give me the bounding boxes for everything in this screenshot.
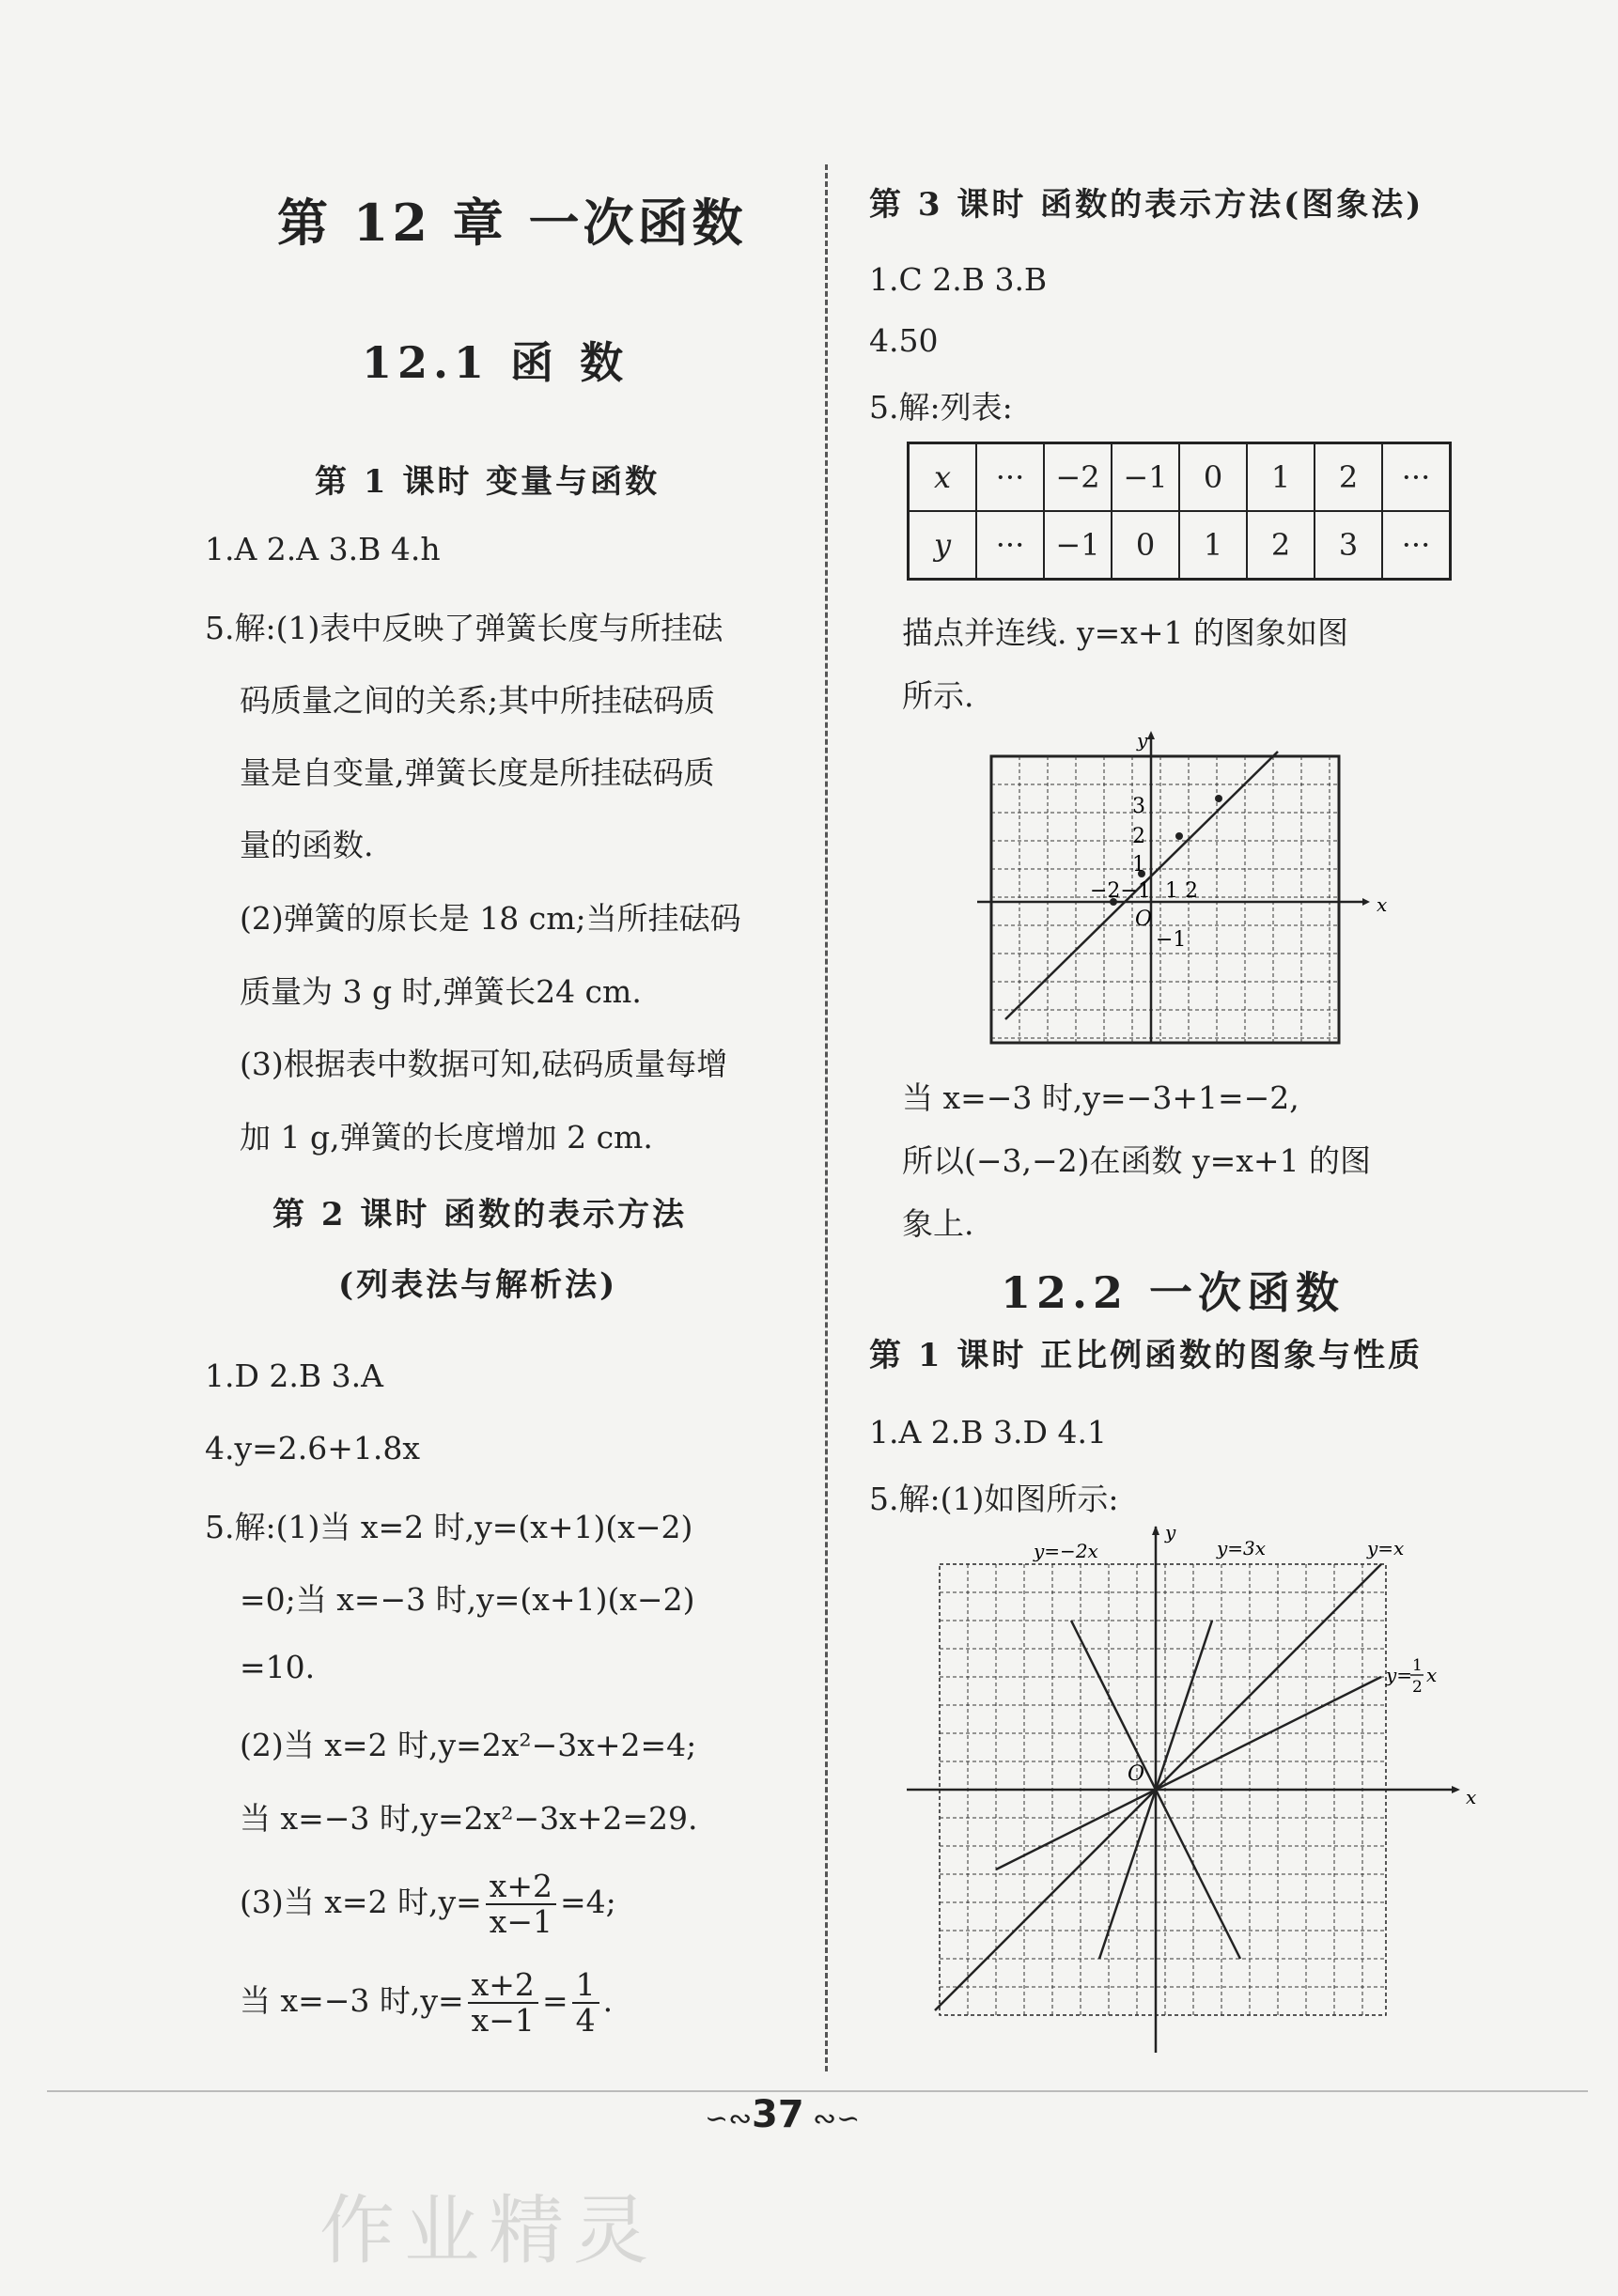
y-arrow-icon bbox=[1152, 1526, 1159, 1535]
y-tick-label: 1 bbox=[1132, 853, 1145, 877]
table-cell: 2 bbox=[1247, 511, 1315, 580]
section-title-12-2: 12.2 一次函数 bbox=[1001, 1267, 1346, 1318]
q5-3b-equals: = bbox=[541, 1982, 568, 2019]
fraction-denominator: x−1 bbox=[489, 1903, 553, 1940]
lesson1-q1: 1.A 2.A 3.B 4.h bbox=[205, 531, 441, 567]
conclusion-line: 当 x=−3 时,y=−3+1=−2, bbox=[902, 1079, 1299, 1116]
line-y-eq-half-x bbox=[996, 1677, 1381, 1869]
table-cell: −1 bbox=[1044, 511, 1112, 580]
x-arrow-icon bbox=[1362, 898, 1370, 906]
s2-lesson1-title: 第 1 课时 正比例函数的图象与性质 bbox=[869, 1337, 1424, 1374]
watermark: 作业精灵 bbox=[319, 2187, 658, 2274]
half-label-denominator: 2 bbox=[1412, 1678, 1423, 1697]
table-cell: −1 bbox=[1112, 443, 1179, 512]
lesson1-title: 第 1 课时 变量与函数 bbox=[315, 463, 661, 501]
conclusion-line: 所以(−3,−2)在函数 y=x+1 的图 bbox=[902, 1142, 1372, 1179]
lesson3-q4: 4.50 bbox=[869, 322, 939, 359]
lesson1-q5-line: 码质量之间的关系;其中所挂砝码质 bbox=[240, 682, 716, 719]
plot-point bbox=[1215, 795, 1222, 802]
column-divider bbox=[825, 164, 828, 2071]
lesson1-q5-line: (2)弹簧的原长是 18 cm;当所挂砝码 bbox=[240, 900, 741, 937]
origin-label: O bbox=[1135, 908, 1153, 931]
half-label-numerator: 1 bbox=[1412, 1656, 1423, 1675]
table-cell: −2 bbox=[1044, 443, 1112, 512]
lesson1-q5-line: 质量为 3 g 时,弹簧长24 cm. bbox=[240, 973, 642, 1010]
fraction-denominator: 4 bbox=[575, 2002, 596, 2039]
fraction bbox=[468, 1968, 538, 2038]
table-cell: ··· bbox=[1382, 443, 1451, 512]
x-axis-label: x bbox=[1377, 893, 1388, 916]
table-cell: 3 bbox=[1315, 511, 1382, 580]
table-cell: 0 bbox=[1112, 511, 1179, 580]
lesson2-q5-line: (2)当 x=2 时,y=2x²−3x+2=4; bbox=[240, 1727, 697, 1763]
fraction-denominator: x−1 bbox=[471, 2002, 535, 2039]
lesson2-title-line2: (列表法与解析法) bbox=[338, 1266, 618, 1304]
graph-y-eq-x-plus-1 bbox=[977, 728, 1388, 1047]
s2-lesson1-q5: 5.解:(1)如图所示: bbox=[869, 1481, 1119, 1517]
lesson3-q1: 1.C 2.B 3.B bbox=[869, 261, 1048, 298]
lesson1-q5-line: 加 1 g,弹簧的长度增加 2 cm. bbox=[240, 1119, 653, 1156]
y-tick-label: −1 bbox=[1156, 928, 1187, 952]
lesson2-title-line1: 第 2 课时 函数的表示方法 bbox=[272, 1196, 688, 1233]
page-number: 37 bbox=[752, 2093, 804, 2136]
table-cell: 0 bbox=[1179, 443, 1247, 512]
lesson2-q4: 4.y=2.6+1.8x bbox=[205, 1430, 421, 1466]
fraction-numerator: x+2 bbox=[486, 1869, 556, 1905]
x-tick-labels-negative: −2−1 bbox=[1090, 879, 1151, 903]
label-y-eq-minus-2x: y=−2x bbox=[1034, 1540, 1098, 1562]
fraction bbox=[572, 1968, 599, 2038]
label-y-eq-x: y=x bbox=[1367, 1537, 1405, 1559]
after-table-line: 所示. bbox=[902, 677, 974, 714]
s2-lesson1-q1: 1.A 2.B 3.D 4.1 bbox=[869, 1414, 1107, 1451]
q5-3a-prefix: (3)当 x=2 时,y= bbox=[240, 1884, 482, 1920]
lesson1-q5-line: 5.解:(1)表中反映了弹簧长度与所挂砝 bbox=[205, 610, 723, 646]
graph-proportional-functions bbox=[902, 1522, 1475, 2062]
lesson2-q5-line: 5.解:(1)当 x=2 时,y=(x+1)(x−2) bbox=[205, 1509, 693, 1545]
lesson2-q1: 1.D 2.B 3.A bbox=[205, 1357, 383, 1394]
x-arrow-icon bbox=[1452, 1786, 1460, 1793]
chapter-title: 第 12 章 一次函数 bbox=[277, 193, 747, 253]
lesson1-q5-line: 量是自变量,弹簧长度是所挂砝码质 bbox=[240, 754, 715, 791]
table-cell: y bbox=[909, 511, 977, 580]
lesson1-q5-line: (3)根据表中数据可知,砝码质量每增 bbox=[240, 1046, 728, 1082]
table-cell: 2 bbox=[1315, 443, 1382, 512]
y-tick-label: 3 bbox=[1132, 795, 1145, 818]
table-cell: ··· bbox=[976, 443, 1044, 512]
lesson2-q5-line: =0;当 x=−3 时,y=(x+1)(x−2) bbox=[240, 1581, 695, 1618]
table-cell: x bbox=[909, 443, 977, 512]
label-y-eq-3x: y=3x bbox=[1217, 1537, 1267, 1559]
y-tick-label: 2 bbox=[1132, 825, 1145, 848]
table-cell: ··· bbox=[1382, 511, 1451, 580]
value-table bbox=[907, 442, 1452, 581]
label-y-eq-half-x bbox=[1385, 1656, 1437, 1697]
fraction-numerator: x+2 bbox=[468, 1968, 538, 2004]
fraction-numerator: 1 bbox=[572, 1968, 599, 2004]
q5-3a-suffix: =4; bbox=[560, 1884, 616, 1920]
x-axis-label: x bbox=[1466, 1786, 1477, 1808]
fraction bbox=[486, 1869, 556, 1939]
q5-3b-prefix: 当 x=−3 时,y= bbox=[240, 1982, 464, 2019]
table-cell: ··· bbox=[976, 511, 1044, 580]
table-cell: 1 bbox=[1247, 443, 1315, 512]
y-axis-label: y bbox=[1165, 1521, 1176, 1544]
lesson2-q5-line: =10. bbox=[240, 1649, 316, 1685]
lesson2-q5-3b bbox=[240, 1968, 613, 2038]
table-row bbox=[909, 511, 1451, 580]
table-row bbox=[909, 443, 1451, 512]
half-label-var: x bbox=[1426, 1664, 1438, 1686]
lesson2-q5-3a bbox=[240, 1869, 616, 1939]
origin-label: O bbox=[1128, 1762, 1145, 1786]
y-axis-label: y bbox=[1137, 729, 1148, 752]
footer-rule bbox=[47, 2090, 1588, 2092]
half-label-prefix: y= bbox=[1386, 1664, 1413, 1686]
section-title-12-1: 12.1 函 数 bbox=[362, 337, 630, 388]
lesson3-title: 第 3 课时 函数的表示方法(图象法) bbox=[869, 186, 1424, 224]
lesson3-q5-head: 5.解:列表: bbox=[869, 389, 1013, 426]
lesson1-q5-line: 量的函数. bbox=[240, 827, 374, 863]
after-table-line: 描点并连线. y=x+1 的图象如图 bbox=[902, 614, 1349, 651]
conclusion-line: 象上. bbox=[902, 1205, 974, 1242]
plot-point bbox=[1175, 832, 1183, 840]
x-tick-labels: 1 2 bbox=[1165, 879, 1198, 903]
ornament-right-icon: ∾∽ bbox=[813, 2102, 861, 2135]
q5-3b-suffix: . bbox=[602, 1982, 614, 2019]
lesson2-q5-line: 当 x=−3 时,y=2x²−3x+2=29. bbox=[240, 1800, 698, 1837]
ornament-left-icon: ∽∾ bbox=[705, 2102, 753, 2135]
y-arrow-icon bbox=[1147, 731, 1155, 739]
table-cell: 1 bbox=[1179, 511, 1247, 580]
